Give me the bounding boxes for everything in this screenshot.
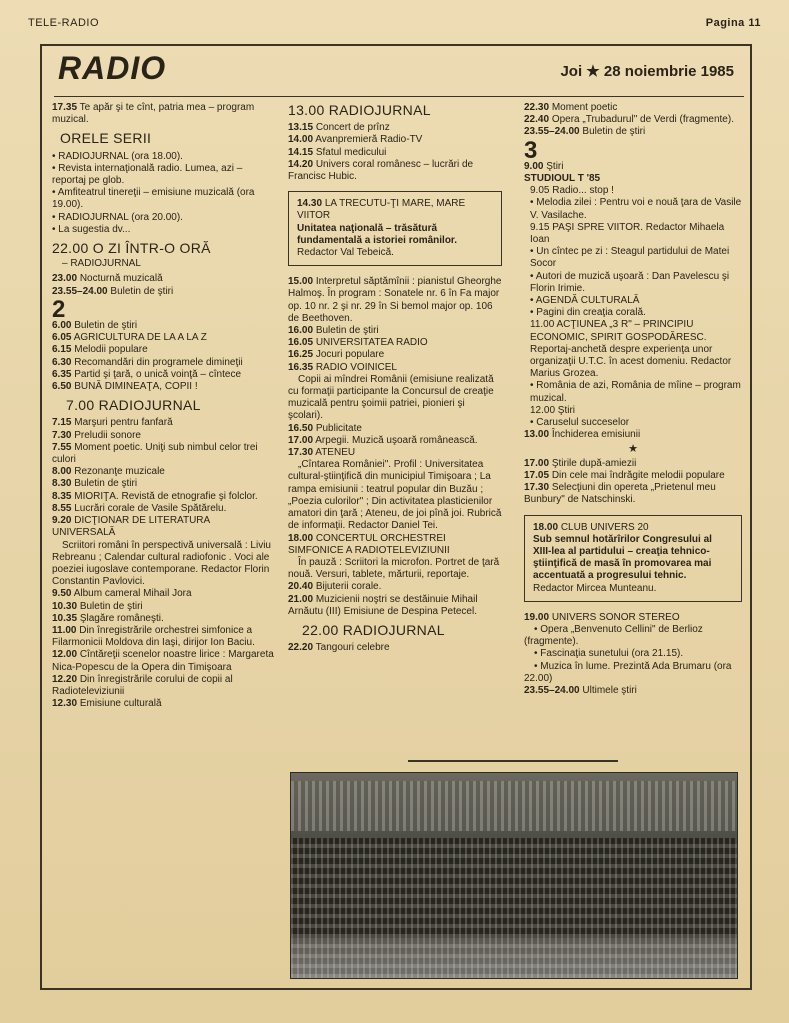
list-item bbox=[288, 349, 502, 361]
programme-text: Tangouri celebre bbox=[315, 642, 390, 654]
programme-text: Concert de prînz bbox=[315, 122, 390, 134]
programme-text: În pauză : Scriitori la microfon. Portret de ţară nouă. Versuri, tablete, mărturii, reportaje. bbox=[288, 556, 500, 581]
page-title: RADIO bbox=[58, 50, 167, 86]
time-label: 14.00 bbox=[288, 134, 314, 146]
time-label: 14.15 bbox=[288, 146, 314, 158]
issue-date: Joi ★ 28 noiembrie 1985 bbox=[560, 63, 734, 80]
time-label: 7.55 bbox=[52, 441, 72, 453]
time-label: 9.20 bbox=[52, 515, 72, 527]
choir-photo bbox=[290, 772, 738, 979]
list-item bbox=[52, 601, 274, 613]
time-label: 19.00 bbox=[524, 611, 550, 623]
list-item bbox=[288, 533, 502, 557]
list-item bbox=[52, 320, 274, 332]
list-item bbox=[52, 478, 274, 490]
time-label: 18.00 bbox=[288, 532, 314, 544]
photo-rule bbox=[408, 760, 618, 762]
masthead-rule bbox=[54, 96, 744, 97]
list-item: • Caruselul succeselor bbox=[530, 417, 630, 429]
programme-text: Publicitate bbox=[315, 422, 362, 434]
programme-text: Univers coral românesc – lucrări de Francisc Hubic. bbox=[288, 158, 474, 183]
time-label: 13.00 bbox=[524, 429, 550, 441]
programme-list bbox=[524, 612, 742, 697]
programme-text: Partid şi ţară, o unică voinţă – cîntece bbox=[74, 368, 242, 380]
programme-text: Cîntăreţii scenelor noastre lirice : Margareta Nica-Popescu de la Opera din Timişoara bbox=[52, 649, 274, 673]
time-label: 20.40 bbox=[288, 581, 314, 593]
list-item bbox=[288, 276, 502, 325]
programme-text: Copii ai mîndrei Românii (emisiune realizată cu formaţii participante la Concursul de creaţie muzicală pentru şoimii patriei, pionieri şi şcolari). bbox=[288, 373, 494, 422]
time-label: 22.20 bbox=[288, 642, 314, 654]
programme-text: Bijuterii corale. bbox=[315, 581, 382, 593]
programme-list bbox=[52, 273, 274, 297]
list-item bbox=[52, 466, 274, 478]
time-label: 12.30 bbox=[52, 698, 78, 710]
programme-text: Arpegii. Muzică uşoară românească. bbox=[315, 434, 478, 446]
list-item: • Melodia zilei : Pentru voi e nouă ţara de Vasile V. Vasilache. bbox=[530, 197, 742, 221]
feature-box bbox=[524, 515, 742, 602]
list-item bbox=[52, 503, 274, 515]
list-item bbox=[288, 374, 502, 423]
programme-text: Jocuri populare bbox=[315, 349, 385, 361]
time-label: 17.30 bbox=[524, 482, 550, 494]
section-heading: 22.00 O ZI ÎNTR-O ORĂ bbox=[52, 240, 211, 257]
list-item bbox=[288, 594, 502, 618]
programme-text: Muzicienii noştri se destăinuie Mihail Arnăutu (III) Emisiune de Despina Petecel. bbox=[288, 593, 478, 617]
time-label: 8.35 bbox=[52, 490, 72, 502]
time-label: 9.00 bbox=[524, 160, 544, 172]
programme-text: ATENEU bbox=[315, 447, 356, 459]
time-label: 17.00 bbox=[288, 434, 314, 446]
list-item: • Un cîntec pe zi : Steagul partidului de Matei Socor bbox=[530, 246, 730, 270]
stage-floor bbox=[291, 938, 737, 978]
feature-subtitle: Sub semnul hotărîrilor Congresului al XIII-lea al partidului – creaţia tehnico-ştiinţifică de masă în promovarea mai accentuată a progresului tehnic. bbox=[533, 533, 712, 582]
time-label: 12.20 bbox=[52, 673, 78, 685]
programme-text: DICŢIONAR DE LITERATURA UNIVERSALĂ bbox=[52, 515, 210, 539]
list-item bbox=[524, 458, 742, 470]
time-label: 17.35 bbox=[52, 102, 78, 113]
programme-text: Scriitori români în perspectivă universală : Liviu Rebreanu ; Calendar cultural radiofonic . Voci ale poeziei iugoslave contemporane. Redactor Florin Constantin Pavlovici. bbox=[52, 539, 271, 588]
list-item bbox=[52, 442, 274, 466]
column-3 bbox=[524, 102, 742, 697]
time-label: 12.00 bbox=[52, 649, 78, 661]
time-label: 10.30 bbox=[52, 600, 78, 612]
programme-text: Din înregistrările corului de copii al Radioteleviziunii bbox=[52, 673, 233, 697]
time-label: 10.35 bbox=[52, 612, 78, 624]
list-item bbox=[52, 417, 274, 429]
list-item bbox=[288, 557, 502, 581]
time-label: 17.30 bbox=[288, 447, 314, 459]
list-item bbox=[288, 423, 502, 435]
list-item bbox=[524, 470, 742, 482]
programme-text: Interpretul săptămînii : pianistul Gheorghe Halmoş. În program : Sonatele nr. 6 în Fa major op. 10 nr. 2 şi nr. 29 în Si bemol major op. 106 de Beethoven. bbox=[288, 276, 502, 324]
programme-text: Şlagăre româneşti. bbox=[79, 612, 164, 624]
time-label: 22.30 bbox=[524, 102, 550, 113]
feature-title: CLUB UNIVERS 20 bbox=[560, 521, 649, 533]
programme-text: Lucrări corale de Vasile Spătărelu. bbox=[74, 502, 227, 514]
list-item bbox=[52, 381, 274, 393]
list-item: • RADIOJURNAL (ora 20.00). bbox=[52, 211, 183, 223]
time-label: 23.55–24.00 bbox=[52, 285, 108, 297]
time-label: 17.00 bbox=[524, 457, 550, 469]
feature-editor: Redactor Val Tebeică. bbox=[297, 247, 394, 259]
list-item bbox=[288, 159, 502, 183]
list-item bbox=[52, 515, 274, 539]
column-1 bbox=[52, 102, 274, 710]
list-item bbox=[288, 362, 502, 374]
list-item bbox=[52, 491, 274, 503]
list-item: • Amfiteatrul tinereţii – emisiune muzicală (ora 19.00). bbox=[52, 187, 255, 211]
list-item bbox=[52, 102, 274, 126]
time-label: 16.50 bbox=[288, 422, 314, 434]
section-heading: STUDIOUL T '85 bbox=[524, 173, 601, 185]
time-label: 17.05 bbox=[524, 469, 550, 481]
section-heading: 22.00 RADIOJURNAL bbox=[302, 621, 445, 638]
programme-text: UNIVERSITATEA RADIO bbox=[315, 337, 428, 349]
list-item: 9.15 PAŞI SPRE VIITOR. Redactor Mihaela Ioan bbox=[530, 221, 725, 246]
time-label: 16.35 bbox=[288, 361, 314, 373]
section-heading: ORELE SERII bbox=[60, 130, 152, 147]
time-label: 23.55–24.00 bbox=[524, 684, 580, 696]
time-label: 7.15 bbox=[52, 417, 72, 429]
organ-pipes bbox=[291, 781, 737, 831]
list-item bbox=[52, 430, 274, 442]
programme-text: Buletin de ştiri bbox=[110, 285, 174, 297]
feature-box bbox=[288, 191, 502, 266]
feature-editor: Redactor Mircea Munteanu. bbox=[533, 582, 657, 594]
list-item bbox=[524, 126, 742, 138]
running-header bbox=[28, 17, 761, 33]
time-label: 21.00 bbox=[288, 593, 314, 605]
day-number: 3 bbox=[524, 136, 538, 164]
programme-text: Ultimele ştiri bbox=[582, 684, 637, 696]
list-item bbox=[524, 482, 742, 506]
programme-text: • Fascinaţia sunetului (ora 21.15). bbox=[534, 648, 684, 660]
list-item bbox=[52, 613, 274, 625]
programme-list bbox=[524, 429, 742, 441]
list-item bbox=[288, 122, 502, 134]
list-item bbox=[288, 459, 502, 532]
programme-text: Ştiri bbox=[546, 160, 564, 172]
evening-bullets bbox=[52, 151, 274, 236]
list-item bbox=[52, 540, 274, 589]
list-item bbox=[524, 661, 742, 685]
time-label: 16.00 bbox=[288, 325, 314, 337]
time-label: 14.20 bbox=[288, 158, 314, 170]
programme-text: Emisiune culturală bbox=[79, 698, 162, 710]
list-item bbox=[52, 649, 274, 673]
list-item bbox=[288, 325, 502, 337]
list-item: • România de azi, România de mîine – program muzical. bbox=[530, 380, 741, 404]
programme-text: BUNĂ DIMINEAŢA, COPII ! bbox=[74, 381, 198, 393]
programme-text: Te apăr şi te cînt, patria mea – program muzical. bbox=[52, 102, 255, 126]
list-item bbox=[52, 369, 274, 381]
programme-list bbox=[288, 122, 502, 183]
list-item bbox=[52, 286, 274, 298]
programme-list bbox=[52, 417, 274, 710]
programme-text: MIORIŢA. Revistă de etnografie şi folclor. bbox=[74, 490, 258, 502]
list-item bbox=[288, 134, 502, 146]
programme-text: Album cameral Mihail Jora bbox=[73, 588, 192, 600]
time-label: 16.25 bbox=[288, 349, 314, 361]
list-item: • Autori de muzică uşoară : Dan Pavelescu şi Florin Irimie. bbox=[530, 270, 730, 294]
programme-text: • Muzica în lume. Prezintă Ada Brumaru (ora 22.00) bbox=[524, 660, 732, 684]
list-item bbox=[52, 674, 274, 698]
time-label: 9.50 bbox=[52, 588, 72, 600]
time-label: 23.55–24.00 bbox=[524, 126, 580, 138]
feature-title: LA TRECUTU-ŢI MARE, MARE VIITOR bbox=[297, 198, 466, 222]
programme-list bbox=[524, 458, 742, 507]
list-item bbox=[524, 114, 742, 126]
list-item: 12.00 Ştiri bbox=[530, 404, 576, 416]
list-item: • Pagini din creaţia corală. bbox=[530, 307, 646, 319]
programme-text: Din înregistrările orchestrei simfonice a Filarmonicii Moldova din Iaşi, dirijor Ion Baciu. bbox=[52, 624, 255, 649]
page-number: Pagina 11 bbox=[705, 17, 761, 29]
programme-text: Ştirile după-amiezii bbox=[551, 457, 637, 469]
time-label: 6.35 bbox=[52, 368, 72, 380]
list-item: • RADIOJURNAL (ora 18.00). bbox=[52, 150, 183, 162]
programme-text: Moment poetic. Uniţi sub nimbul celor trei culori bbox=[52, 441, 258, 466]
list-item bbox=[524, 429, 742, 441]
programme-text: Melodii populare bbox=[74, 344, 148, 356]
time-label: 6.00 bbox=[52, 320, 72, 332]
time-label: 13.15 bbox=[288, 122, 314, 134]
list-item: • La sugestia dv... bbox=[52, 223, 131, 235]
programme-text: Recomandări din programele dimineţii bbox=[74, 356, 243, 368]
programme-text: CONCERTUL ORCHESTREI SIMFONICE A RADIOTELEVIZIUNII bbox=[288, 532, 450, 556]
list-item bbox=[524, 102, 742, 114]
time-label: 6.50 bbox=[52, 381, 72, 393]
time-label: 11.00 bbox=[52, 624, 77, 636]
list-item bbox=[52, 588, 274, 600]
programme-text: Buletin de ştiri bbox=[74, 320, 138, 332]
time-label: 6.15 bbox=[52, 344, 72, 356]
programme-text: Avanpremieră Radio-TV bbox=[315, 134, 423, 146]
list-item bbox=[288, 147, 502, 159]
masthead bbox=[54, 50, 744, 94]
list-item bbox=[288, 447, 502, 459]
feature-subtitle: Unitatea naţională – trăsătură fundamentală a istoriei românilor. bbox=[297, 222, 458, 246]
programme-text: AGRICULTURA DE LA A LA Z bbox=[73, 332, 207, 344]
time-label: 7.30 bbox=[52, 429, 72, 441]
list-item bbox=[52, 344, 274, 356]
list-item bbox=[524, 161, 742, 173]
feature-time: 14.30 bbox=[297, 198, 323, 210]
list-item bbox=[52, 332, 274, 344]
programme-list bbox=[52, 320, 274, 393]
list-item bbox=[52, 625, 274, 649]
time-label: 6.30 bbox=[52, 356, 72, 368]
time-label: 16.05 bbox=[288, 337, 314, 349]
list-item bbox=[288, 581, 502, 593]
programme-text: Sfatul medicului bbox=[315, 146, 387, 158]
time-label: 8.30 bbox=[52, 478, 72, 490]
list-item bbox=[52, 273, 274, 285]
list-item bbox=[288, 642, 502, 654]
time-label: 23.00 bbox=[52, 273, 78, 285]
list-item bbox=[52, 357, 274, 369]
list-item bbox=[524, 685, 742, 697]
list-item: 11.00 ACŢIUNEA „3 R" – PRINCIPIU ECONOMIC, SPIRIT GOSPODĂRESC. Reportaj-anchetă despre experienţa unor organizaţii U.T.C. în acest domeniu. Redactor Marius Grozea. bbox=[530, 319, 732, 380]
list-item: 9.05 Radio... stop ! bbox=[530, 185, 614, 197]
section-heading: 13.00 RADIOJURNAL bbox=[288, 102, 431, 118]
programme-text: Preludii sonore bbox=[74, 429, 141, 441]
programme-text: Buletin de ştiri bbox=[315, 325, 379, 337]
programme-text: „Cîntarea României". Profil : Universitatea cultural-ştiinţifică din municipiul Timişoara ; La rampa emisiunii : teatrul popular din Buzău ; „Poezia culorilor" ; Din activitatea plasticienilor amatori din ţară ; Ateneu, de joi pînă joi. Rubrică de informaţii. Redactor Daniel Tei. bbox=[288, 459, 502, 532]
programme-list bbox=[288, 642, 502, 654]
programme-text: Buletin de ştiri bbox=[582, 126, 646, 138]
section-subheading: – RADIOJURNAL bbox=[62, 258, 141, 270]
programme-list bbox=[524, 102, 742, 139]
time-label: 22.40 bbox=[524, 114, 550, 126]
programme-text: • Opera „Benvenuto Cellini" de Berlioz (fragmente). bbox=[524, 623, 703, 648]
list-item bbox=[288, 337, 502, 349]
section-heading: 7.00 RADIOJURNAL bbox=[66, 397, 201, 414]
programme-list bbox=[52, 102, 274, 126]
programme-text: Nocturnă muzicală bbox=[79, 273, 163, 285]
programme-text: Închiderea emisiunii bbox=[551, 429, 641, 441]
day-number: 2 bbox=[52, 295, 66, 323]
list-item bbox=[524, 624, 742, 648]
list-item bbox=[288, 435, 502, 447]
programme-text: Din cele mai îndrăgite melodii populare bbox=[551, 469, 725, 481]
feature-time: 18.00 bbox=[533, 521, 559, 533]
list-item: • AGENDĂ CULTURALĂ bbox=[530, 295, 640, 307]
programme-text: Rezonanţe muzicale bbox=[74, 466, 165, 478]
programme-list bbox=[524, 161, 742, 173]
programme-text: RADIO VOINICEL bbox=[315, 361, 397, 373]
time-label: 8.55 bbox=[52, 502, 72, 514]
programme-text: Buletin de ştiri bbox=[79, 600, 143, 612]
programme-text: Buletin de ştiri bbox=[74, 478, 138, 490]
studio-lines bbox=[530, 185, 742, 429]
column-2 bbox=[288, 102, 502, 654]
list-item bbox=[524, 648, 742, 660]
programme-text: Moment poetic bbox=[551, 102, 618, 113]
programme-text: Opera „Trubadurul" de Verdi (fragmente). bbox=[551, 114, 734, 126]
list-item: • Revista internaţională radio. Lumea, azi – reportaj pe glob. bbox=[52, 162, 243, 187]
star-separator: ★ bbox=[628, 443, 638, 456]
time-label: 15.00 bbox=[288, 276, 314, 288]
time-label: 6.05 bbox=[52, 332, 72, 344]
programme-text: UNIVERS SONOR STEREO bbox=[551, 611, 680, 623]
section-label: TELE-RADIO bbox=[28, 17, 100, 29]
list-item bbox=[52, 698, 274, 710]
programme-text: Selecţiuni din opereta „Prietenul meu Bunbury" de Natschinski. bbox=[524, 482, 716, 506]
time-label: 8.00 bbox=[52, 466, 72, 478]
programme-list bbox=[288, 276, 502, 618]
list-item bbox=[524, 612, 742, 624]
programme-text: Marşuri pentru fanfară bbox=[74, 417, 173, 429]
